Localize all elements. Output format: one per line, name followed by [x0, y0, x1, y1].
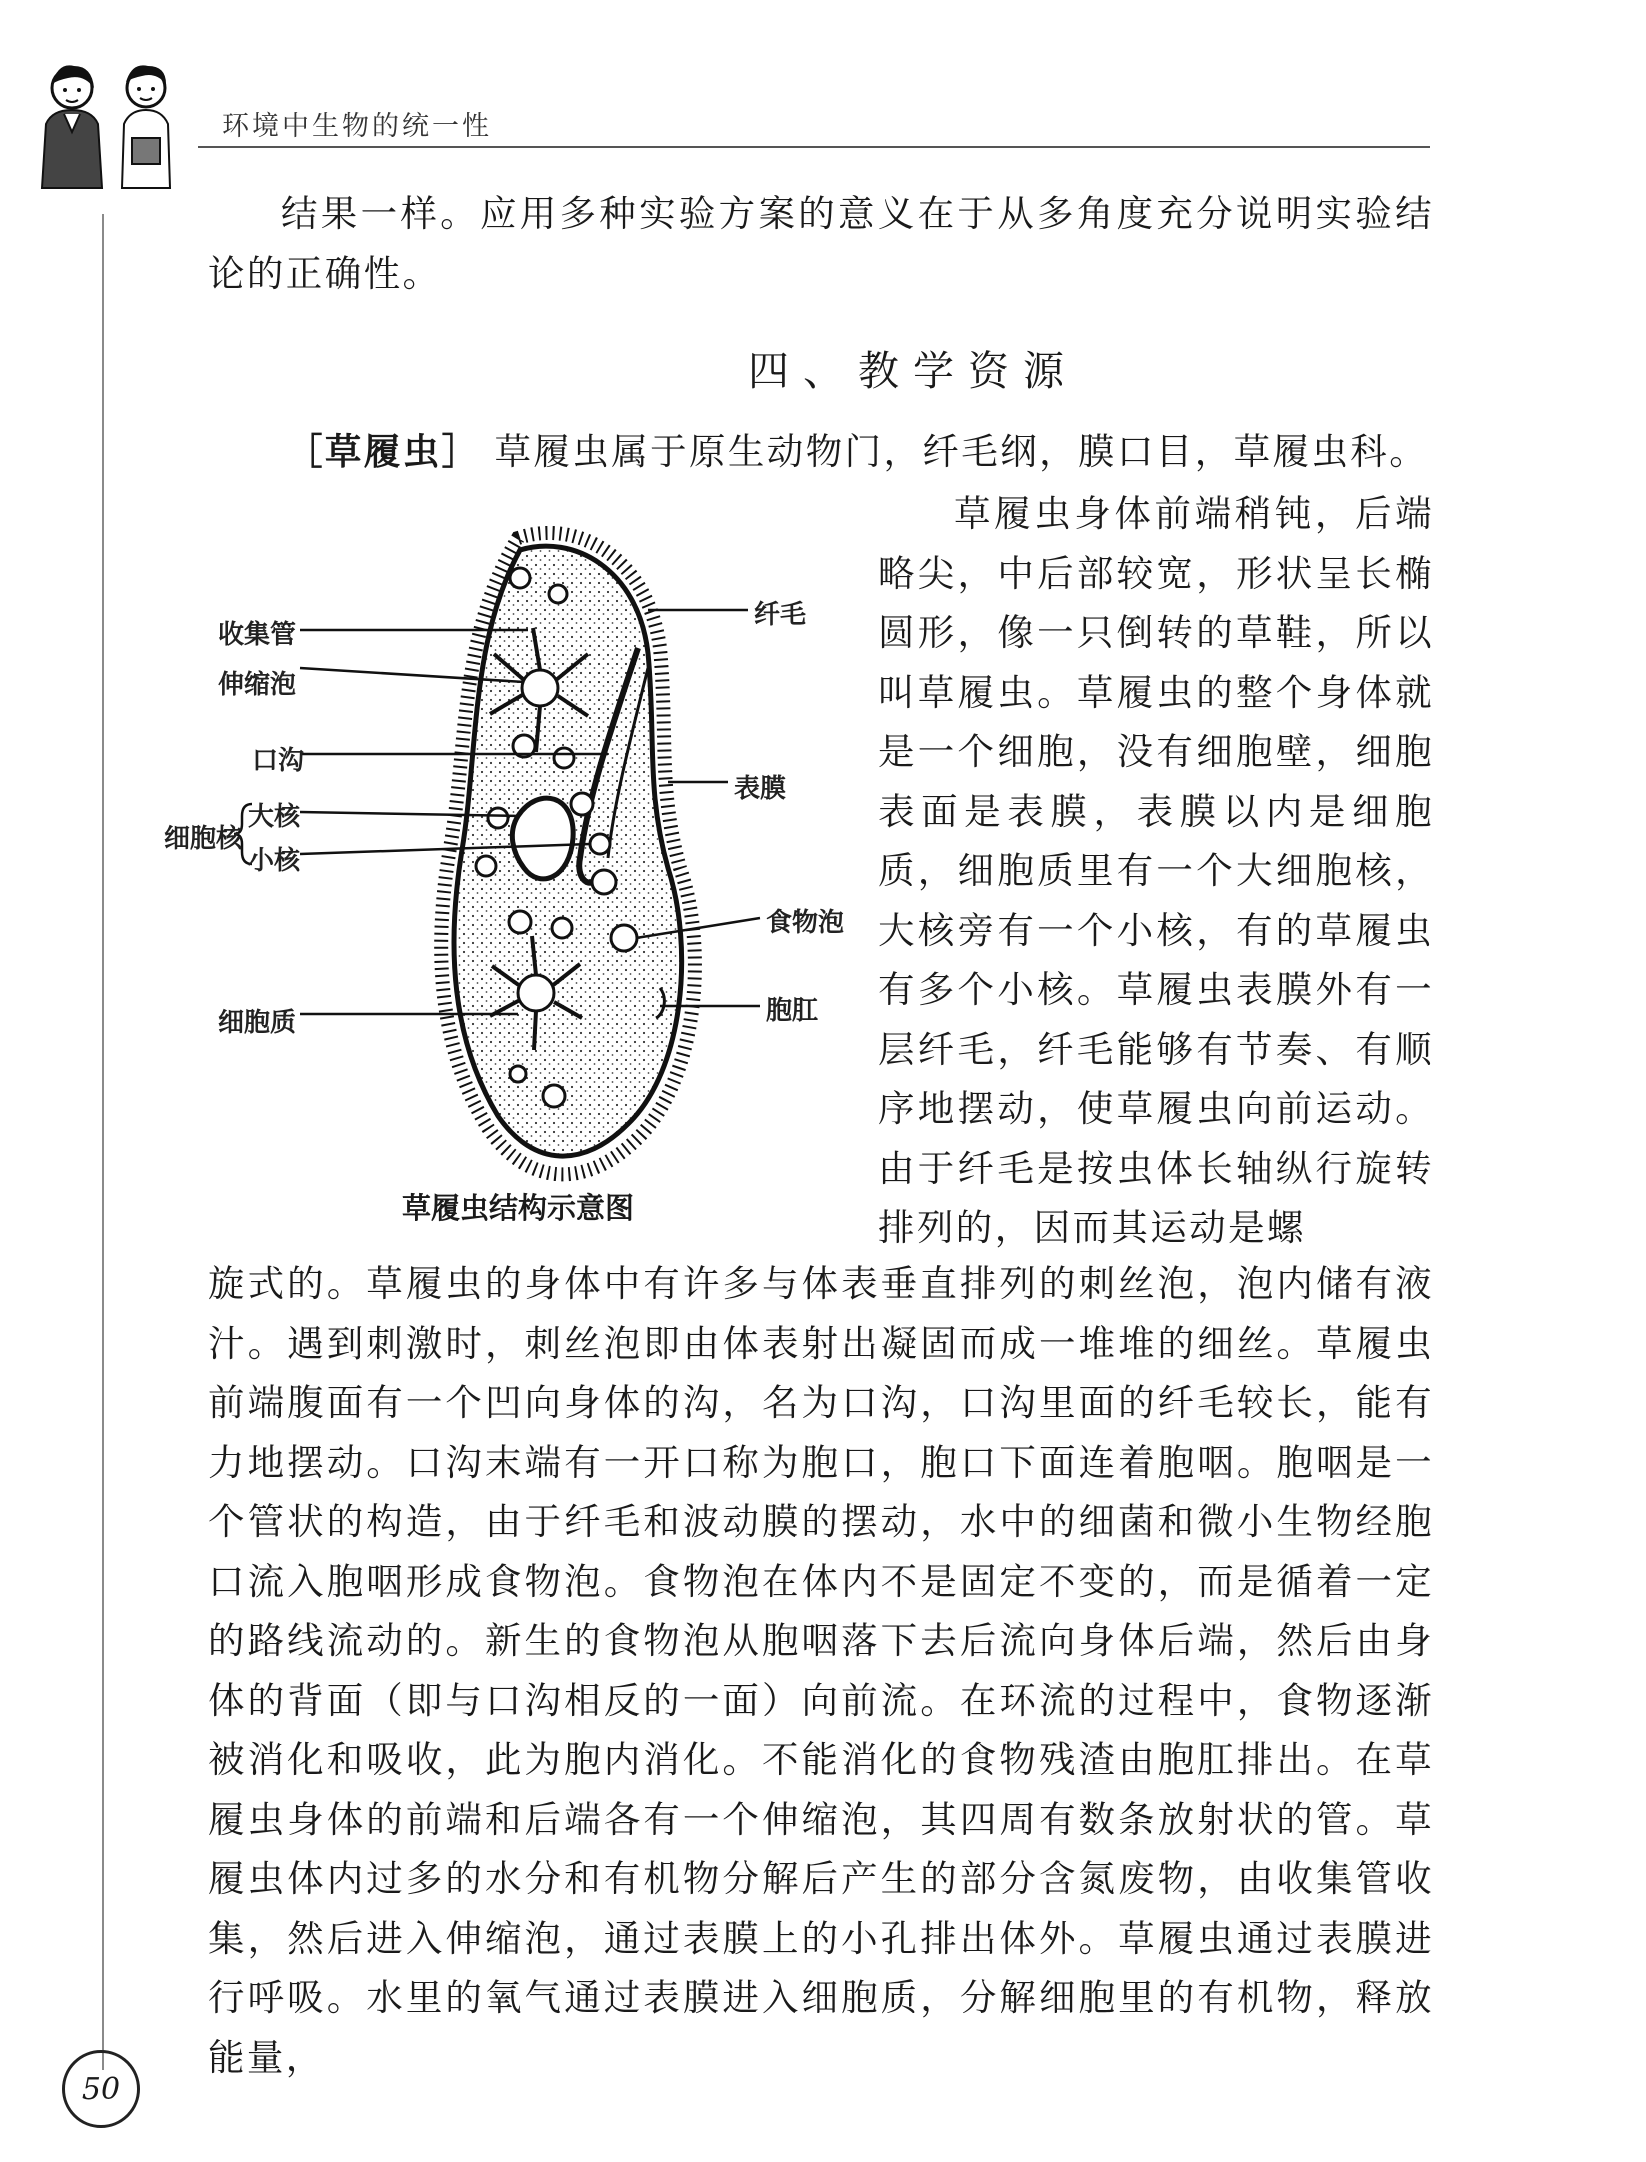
- label-macronucleus: 大核: [248, 802, 301, 832]
- micronucleus-shape: [590, 834, 610, 854]
- figure-caption: 草履虫结构示意图: [402, 1191, 635, 1225]
- page-number: 50: [62, 2050, 140, 2128]
- intro-paragraph: 结果一样。应用多种实验方案的意义在于从多角度充分说明实验结论的正确性。: [208, 192, 1434, 295]
- label-pellicle: 表膜: [734, 774, 787, 804]
- label-food-vacuole: 食物泡: [766, 908, 845, 938]
- paramecium-figure: [164, 518, 868, 1218]
- section-title: 四、教学资源: [748, 347, 1078, 395]
- label-anal-pore: 胞肛: [766, 996, 819, 1026]
- label-contractile-vacuole: 伸缩泡: [218, 670, 297, 700]
- entry-text: 草履虫属于原生动物门，纤毛纲，膜口目，草履虫科。: [494, 430, 1429, 473]
- label-cilia: 纤毛: [754, 600, 807, 630]
- header-cartoon-students: [28, 58, 198, 190]
- entry-tag: ［草履虫］: [286, 430, 481, 473]
- left-margin-rule: [102, 214, 104, 2070]
- main-paragraph: 旋式的。草履虫的身体中有许多与体表垂直排列的刺丝泡，泡内储有液汁。遇到刺激时，刺丝泡即由体表射出凝固而成一堆堆的细丝。草履虫前端腹面有一个凹向身体的沟，名为口沟，口沟里面的纤毛较长，能有力地摆动。口沟末端有一开口称为胞口，胞口下面连着胞咽。胞咽是一个管状的构造，由于纤毛和波动膜的摆动，水中的细菌和微小生物经胞口流入胞咽形成食物泡。食物泡在体内不是固定不变的，而是循着一定的路线流动的。新生的食物泡从胞咽落下去后流向身体后端，然后由身体的背面（即与口沟相反的一面）向前流。在环流的过程中，食物逐渐被消化和吸收，此为胞内消化。不能消化的食物残渣由胞肛排出。在草履虫身体的前端和后端各有一个伸缩泡，其四周有数条放射状的管。草履虫体内过多的水分和有机物分解后产生的部分含氮废物，由收集管收集，然后进入伸缩泡，通过表膜上的小孔排出体外。草履虫通过表膜进行呼吸。水里的氧气通过表膜进入细胞质，分解细胞里的有机物，释放能量，: [208, 1262, 1434, 2079]
- entry-line: [286, 426, 1446, 478]
- label-oral-groove: 口沟: [252, 746, 305, 776]
- side-paragraph: 草履虫身体前端稍钝，后端略尖，中后部较宽，形状呈长椭圆形，像一只倒转的草鞋，所以叫草履虫。草履虫的整个身体就是一个细胞，没有细胞壁，细胞表面是表膜，表膜以内是细胞质，细胞质里有一个大细胞核，大核旁有一个小核，有的草履虫有多个小核。草履虫表膜外有一层纤毛，纤毛能够有节奏、有顺序地摆动，使草履虫向前运动。由于纤毛是按虫体长轴纵行旋转排列的，因而其运动是螺: [878, 492, 1434, 1249]
- header-rule: [198, 146, 1430, 148]
- label-nucleus-group: 细胞核: [164, 824, 243, 854]
- label-micronucleus: 小核: [248, 846, 301, 876]
- running-header-title: 环境中生物的统一性: [222, 111, 492, 142]
- macronucleus-shape: [512, 798, 573, 879]
- label-cytoplasm: 细胞质: [218, 1008, 297, 1038]
- label-collecting-tube: 收集管: [218, 620, 297, 650]
